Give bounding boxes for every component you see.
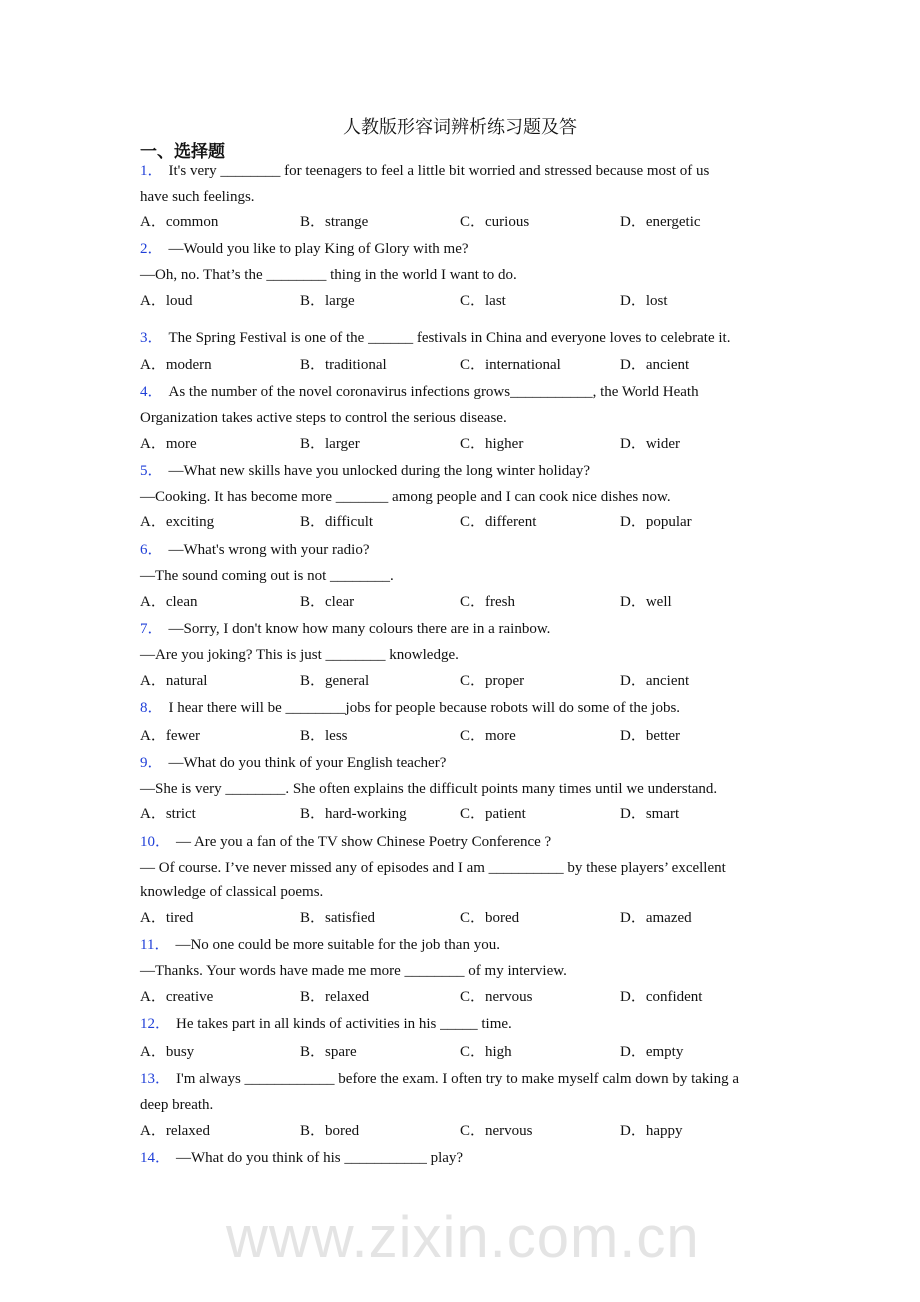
question-number: 9．	[140, 755, 163, 771]
option-b: B．general	[300, 673, 370, 689]
option-c: C．curious	[460, 214, 530, 230]
option-d: D．wider	[620, 436, 680, 452]
option-c: C．higher	[460, 436, 524, 452]
option-c: C．fresh	[460, 594, 515, 610]
question-text: knowledge of classical poems.	[140, 884, 324, 900]
option-a: A．relaxed	[140, 1123, 210, 1139]
option-d: D．amazed	[620, 910, 692, 926]
question-text: —Cooking. It has become more _______ among people and I can cook nice dishes now.	[140, 489, 671, 505]
question-text: —What do you think of his ___________ play?	[176, 1150, 464, 1166]
question-text: I hear there will be ________jobs for people because robots will do some of the jobs.	[168, 700, 681, 716]
question-text: —No one could be more suitable for the job than you.	[175, 937, 500, 953]
question-line	[140, 1148, 463, 1168]
question-line	[140, 961, 567, 981]
option-c: C．nervous	[460, 989, 533, 1005]
option-a: A．natural	[140, 673, 208, 689]
option-c: C．more	[460, 728, 516, 744]
question-line	[140, 487, 671, 507]
question-text: — Are you a fan of the TV show Chinese Poetry Conference ?	[176, 834, 552, 850]
question-text: —She is very ________. She often explains the difficult points many times until we understand.	[140, 781, 718, 797]
question-text: — Of course. I’ve never missed any of episodes and I am __________ by these players’ excellent	[140, 860, 726, 876]
question-line	[140, 187, 255, 207]
question-number: 1．	[140, 163, 163, 179]
question-text: —Thanks. Your words have made me more ________ of my interview.	[140, 963, 567, 979]
option-a: A．creative	[140, 989, 214, 1005]
question-line	[140, 698, 680, 718]
option-d: D．empty	[620, 1044, 684, 1060]
watermark: www.zixin.com.cn	[226, 1205, 700, 1270]
question-text: It's very ________ for teenagers to feel a little bit worried and stressed because most of us	[168, 163, 710, 179]
question-number: 6．	[140, 542, 163, 558]
question-line	[140, 645, 459, 665]
question-line	[140, 753, 446, 773]
question-number: 5．	[140, 463, 163, 479]
question-line	[140, 832, 551, 852]
question-line	[140, 328, 730, 348]
question-text: have such feelings.	[140, 189, 255, 205]
question-text: —What new skills have you unlocked during the long winter holiday?	[168, 463, 591, 479]
question-number: 13．	[140, 1071, 171, 1087]
option-a: A．clean	[140, 594, 198, 610]
question-number: 10．	[140, 834, 171, 850]
option-c: C．last	[460, 293, 506, 309]
section-heading: 一、选择题	[140, 142, 225, 162]
option-d: D．better	[620, 728, 680, 744]
question-text: I'm always ____________ before the exam. I often try to make myself calm down by taking a	[176, 1071, 739, 1087]
question-line	[140, 461, 590, 481]
question-number: 8．	[140, 700, 163, 716]
question-text: The Spring Festival is one of the ______ festivals in China and everyone loves to celebrate it.	[168, 330, 731, 346]
option-b: B．difficult	[300, 514, 374, 530]
question-line	[140, 935, 500, 955]
option-c: C．bored	[460, 910, 520, 926]
option-b: B．spare	[300, 1044, 357, 1060]
question-number: 14．	[140, 1150, 171, 1166]
question-line	[140, 1095, 213, 1115]
option-c: C．proper	[460, 673, 525, 689]
question-text: —What do you think of your English teacher?	[168, 755, 447, 771]
option-a: A．busy	[140, 1044, 195, 1060]
option-a: A．more	[140, 436, 197, 452]
question-number: 4．	[140, 384, 163, 400]
question-line	[140, 408, 507, 428]
question-line	[140, 779, 717, 799]
option-c: C．high	[460, 1044, 512, 1060]
option-a: A．loud	[140, 293, 193, 309]
question-number: 3．	[140, 330, 163, 346]
question-text: —Would you like to play King of Glory with me?	[168, 241, 469, 257]
option-b: B．bored	[300, 1123, 360, 1139]
question-line	[140, 239, 469, 259]
option-b: B．clear	[300, 594, 355, 610]
question-line	[140, 1014, 512, 1034]
question-number: 2．	[140, 241, 163, 257]
option-b: B．larger	[300, 436, 360, 452]
question-line	[140, 265, 517, 285]
option-d: D．confident	[620, 989, 703, 1005]
question-number: 12．	[140, 1016, 171, 1032]
option-d: D．ancient	[620, 673, 690, 689]
question-text: —The sound coming out is not ________.	[140, 568, 394, 584]
option-a: A．fewer	[140, 728, 200, 744]
option-d: D．ancient	[620, 357, 690, 373]
option-b: B．hard-working	[300, 806, 407, 822]
question-line	[140, 540, 370, 560]
question-line	[140, 882, 323, 902]
option-d: D．energetic	[620, 214, 701, 230]
option-b: B．strange	[300, 214, 369, 230]
option-a: A．tired	[140, 910, 194, 926]
option-b: B．relaxed	[300, 989, 370, 1005]
option-a: A．strict	[140, 806, 196, 822]
option-d: D．well	[620, 594, 672, 610]
question-line	[140, 619, 550, 639]
option-c: C．different	[460, 514, 537, 530]
option-b: B．less	[300, 728, 348, 744]
question-text: Organization takes active steps to control the serious disease.	[140, 410, 507, 426]
question-text: —Sorry, I don't know how many colours there are in a rainbow.	[168, 621, 551, 637]
question-text: —Are you joking? This is just ________ knowledge.	[140, 647, 459, 663]
question-number: 11．	[140, 937, 170, 953]
option-d: D．smart	[620, 806, 680, 822]
option-c: C．nervous	[460, 1123, 533, 1139]
question-line	[140, 382, 699, 402]
document-title: 人教版形容词辨析练习题及答	[343, 117, 577, 138]
question-text: —Oh, no. That’s the ________ thing in the world I want to do.	[140, 267, 517, 283]
question-text: —What's wrong with your radio?	[168, 542, 370, 558]
option-b: B．traditional	[300, 357, 387, 373]
option-d: D．popular	[620, 514, 692, 530]
option-d: D．happy	[620, 1123, 683, 1139]
option-d: D．lost	[620, 293, 668, 309]
question-number: 7．	[140, 621, 163, 637]
question-text: As the number of the novel coronavirus infections grows___________, the World Heath	[168, 384, 699, 400]
option-a: A．modern	[140, 357, 212, 373]
question-line	[140, 858, 726, 878]
option-c: C．international	[460, 357, 561, 373]
option-c: C．patient	[460, 806, 526, 822]
question-line	[140, 161, 709, 181]
option-a: A．exciting	[140, 514, 215, 530]
option-a: A．common	[140, 214, 219, 230]
option-b: B．large	[300, 293, 355, 309]
question-text: He takes part in all kinds of activities in his _____ time.	[176, 1016, 512, 1032]
question-text: deep breath.	[140, 1097, 214, 1113]
question-line	[140, 1069, 739, 1089]
question-line	[140, 566, 394, 586]
option-b: B．satisfied	[300, 910, 375, 926]
